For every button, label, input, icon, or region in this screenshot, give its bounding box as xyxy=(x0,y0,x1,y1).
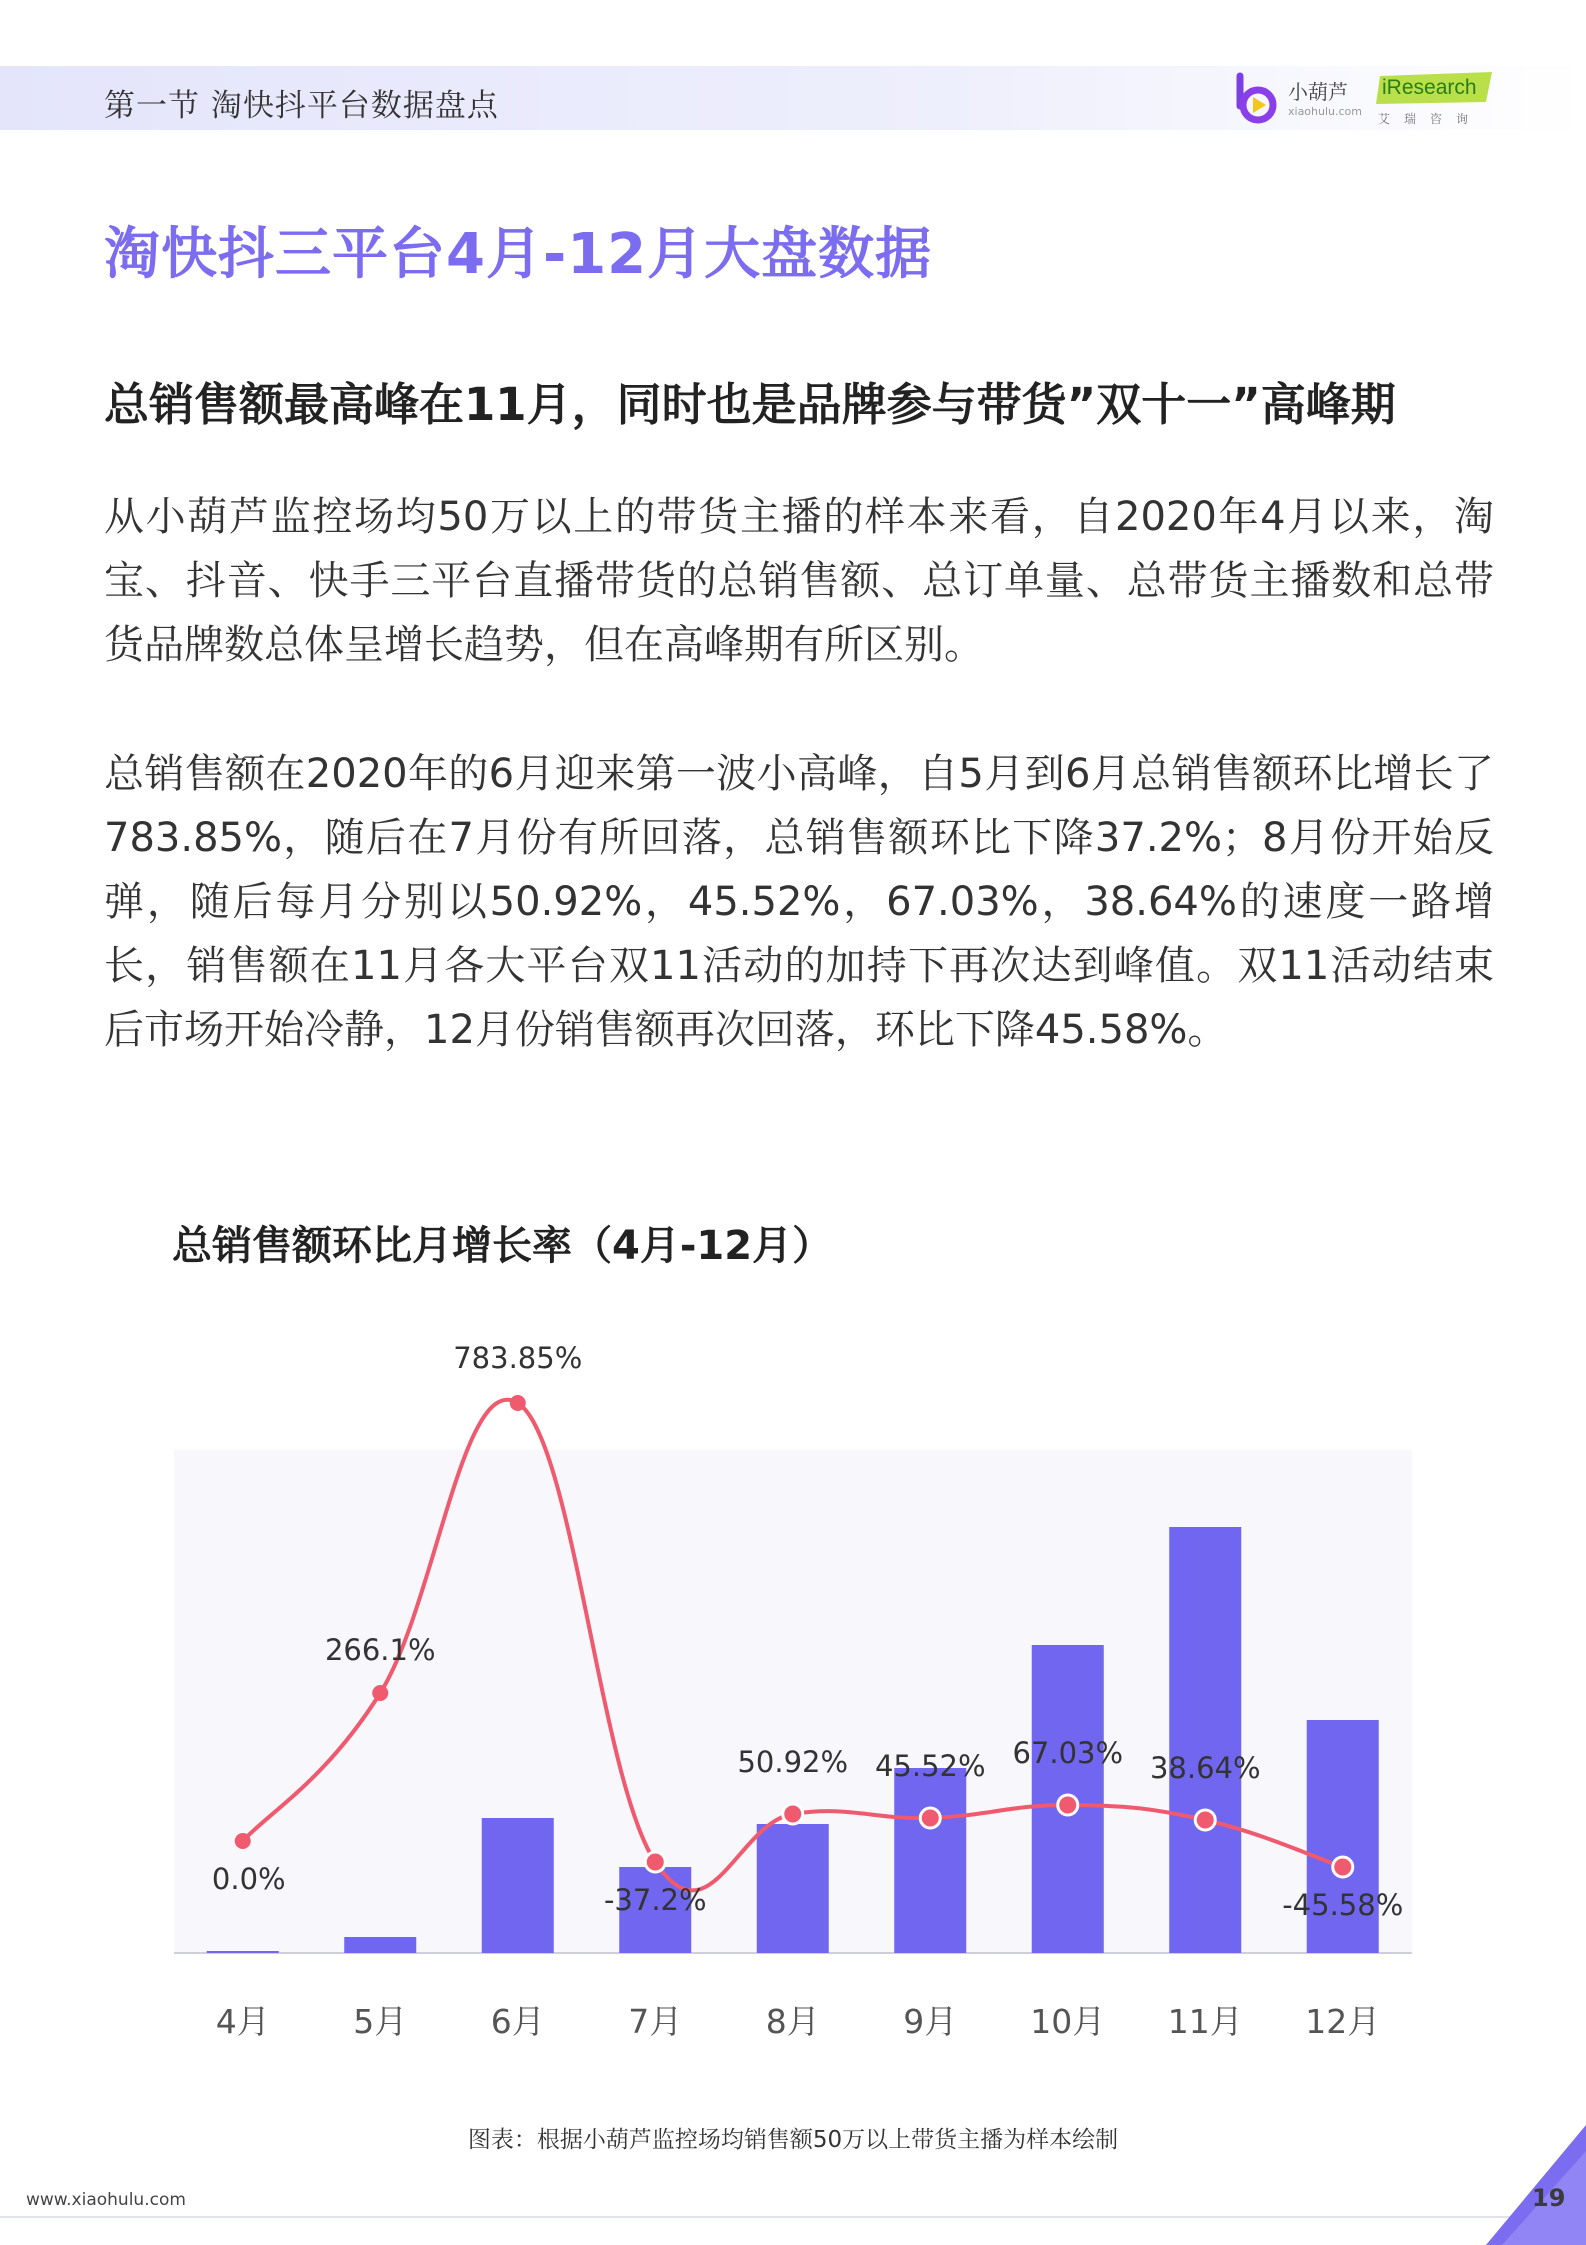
page-title: 淘快抖三平台4月-12月大盘数据 xyxy=(104,222,933,287)
page-subtitle: 总销售额最高峰在11月，同时也是品牌参与带货”双十一”高峰期 xyxy=(104,378,1396,431)
data-label-8月: 50.92% xyxy=(737,1745,849,1779)
bar-8月 xyxy=(757,1824,829,1953)
bar-6月 xyxy=(482,1818,554,1953)
chart-caption: 图表：根据小葫芦监控场均销售额50万以上带货主播为样本绘制 xyxy=(467,2127,1119,2153)
x-tick-label: 7月 xyxy=(628,2002,683,2041)
xiaohulu-logo-url: xiaohulu.com xyxy=(1288,105,1362,118)
footer-divider xyxy=(0,2216,1586,2218)
x-tick-label: 4月 xyxy=(215,2002,270,2041)
bar-11月 xyxy=(1169,1527,1241,1953)
iresearch-logo xyxy=(1376,70,1494,130)
line-point-6月 xyxy=(510,1395,526,1411)
x-tick-label: 10月 xyxy=(1030,2002,1106,2041)
line-point-8月 xyxy=(783,1804,803,1824)
iresearch-logo-cn: 艾瑞咨询 xyxy=(1378,112,1483,126)
line-point-9月 xyxy=(920,1808,940,1828)
data-label-4月: 0.0% xyxy=(211,1862,286,1896)
line-point-7月 xyxy=(645,1852,665,1872)
iresearch-logo-text: iResearch xyxy=(1382,76,1477,99)
page-number: 19 xyxy=(1532,2184,1566,2212)
line-point-5月 xyxy=(372,1685,388,1701)
x-tick-label: 6月 xyxy=(490,2002,545,2041)
data-label-5月: 266.1% xyxy=(324,1633,436,1667)
bar-5月 xyxy=(344,1937,416,1953)
xiaohulu-logo xyxy=(1234,72,1394,130)
body-paragraph-1: 从小葫芦监控场均50万以上的带货主播的样本来看，自2020年4月以来，淘宝、抖音、快手三平台直播带货的总销售额、总订单量、总带货主播数和总带货品牌数总体呈增长趋势，但在高峰期有所区别。 xyxy=(104,494,1494,668)
growth-chart xyxy=(0,1300,1586,2080)
chart-title: 总销售额环比月增长率（4月-12月） xyxy=(172,1223,833,1269)
data-label-7月: -37.2% xyxy=(603,1883,707,1917)
xiaohulu-logo-icon xyxy=(1234,72,1282,126)
line-point-12月 xyxy=(1333,1857,1353,1877)
bar-9月 xyxy=(894,1768,966,1953)
x-tick-label: 12月 xyxy=(1305,2002,1381,2041)
line-point-10月 xyxy=(1058,1795,1078,1815)
data-label-11月: 38.64% xyxy=(1149,1751,1261,1785)
x-tick-label: 8月 xyxy=(765,2002,820,2041)
data-label-6月: 783.85% xyxy=(453,1341,583,1375)
x-tick-label: 9月 xyxy=(903,2002,958,2041)
data-label-9月: 45.52% xyxy=(874,1749,986,1783)
bar-4月 xyxy=(207,1951,279,1953)
x-tick-label: 11月 xyxy=(1167,2002,1243,2041)
section-label: 第一节 淘快抖平台数据盘点 xyxy=(104,88,499,124)
footer-url: www.xiaohulu.com xyxy=(26,2190,186,2210)
data-label-10月: 67.03% xyxy=(1012,1736,1124,1770)
data-label-12月: -45.58% xyxy=(1282,1888,1404,1922)
line-point-11月 xyxy=(1195,1810,1215,1830)
line-point-4月 xyxy=(235,1833,251,1849)
x-tick-label: 5月 xyxy=(353,2002,408,2041)
body-paragraph-2: 总销售额在2020年的6月迎来第一波小高峰，自5月到6月总销售额环比增长了783.85%，随后在7月份有所回落，总销售额环比下降37.2%；8月份开始反弹，随后每月分别以50.92%，45.52%，67.03%，38.64%的速度一路增长，销售额在11月各大平台双11活动的加持下再次达到峰值。双11活动结束后市场开始冷静，12月份销售额再次回落，环比下降45.58%。 xyxy=(104,751,1494,1053)
xiaohulu-logo-text: 小葫芦 xyxy=(1288,80,1348,104)
